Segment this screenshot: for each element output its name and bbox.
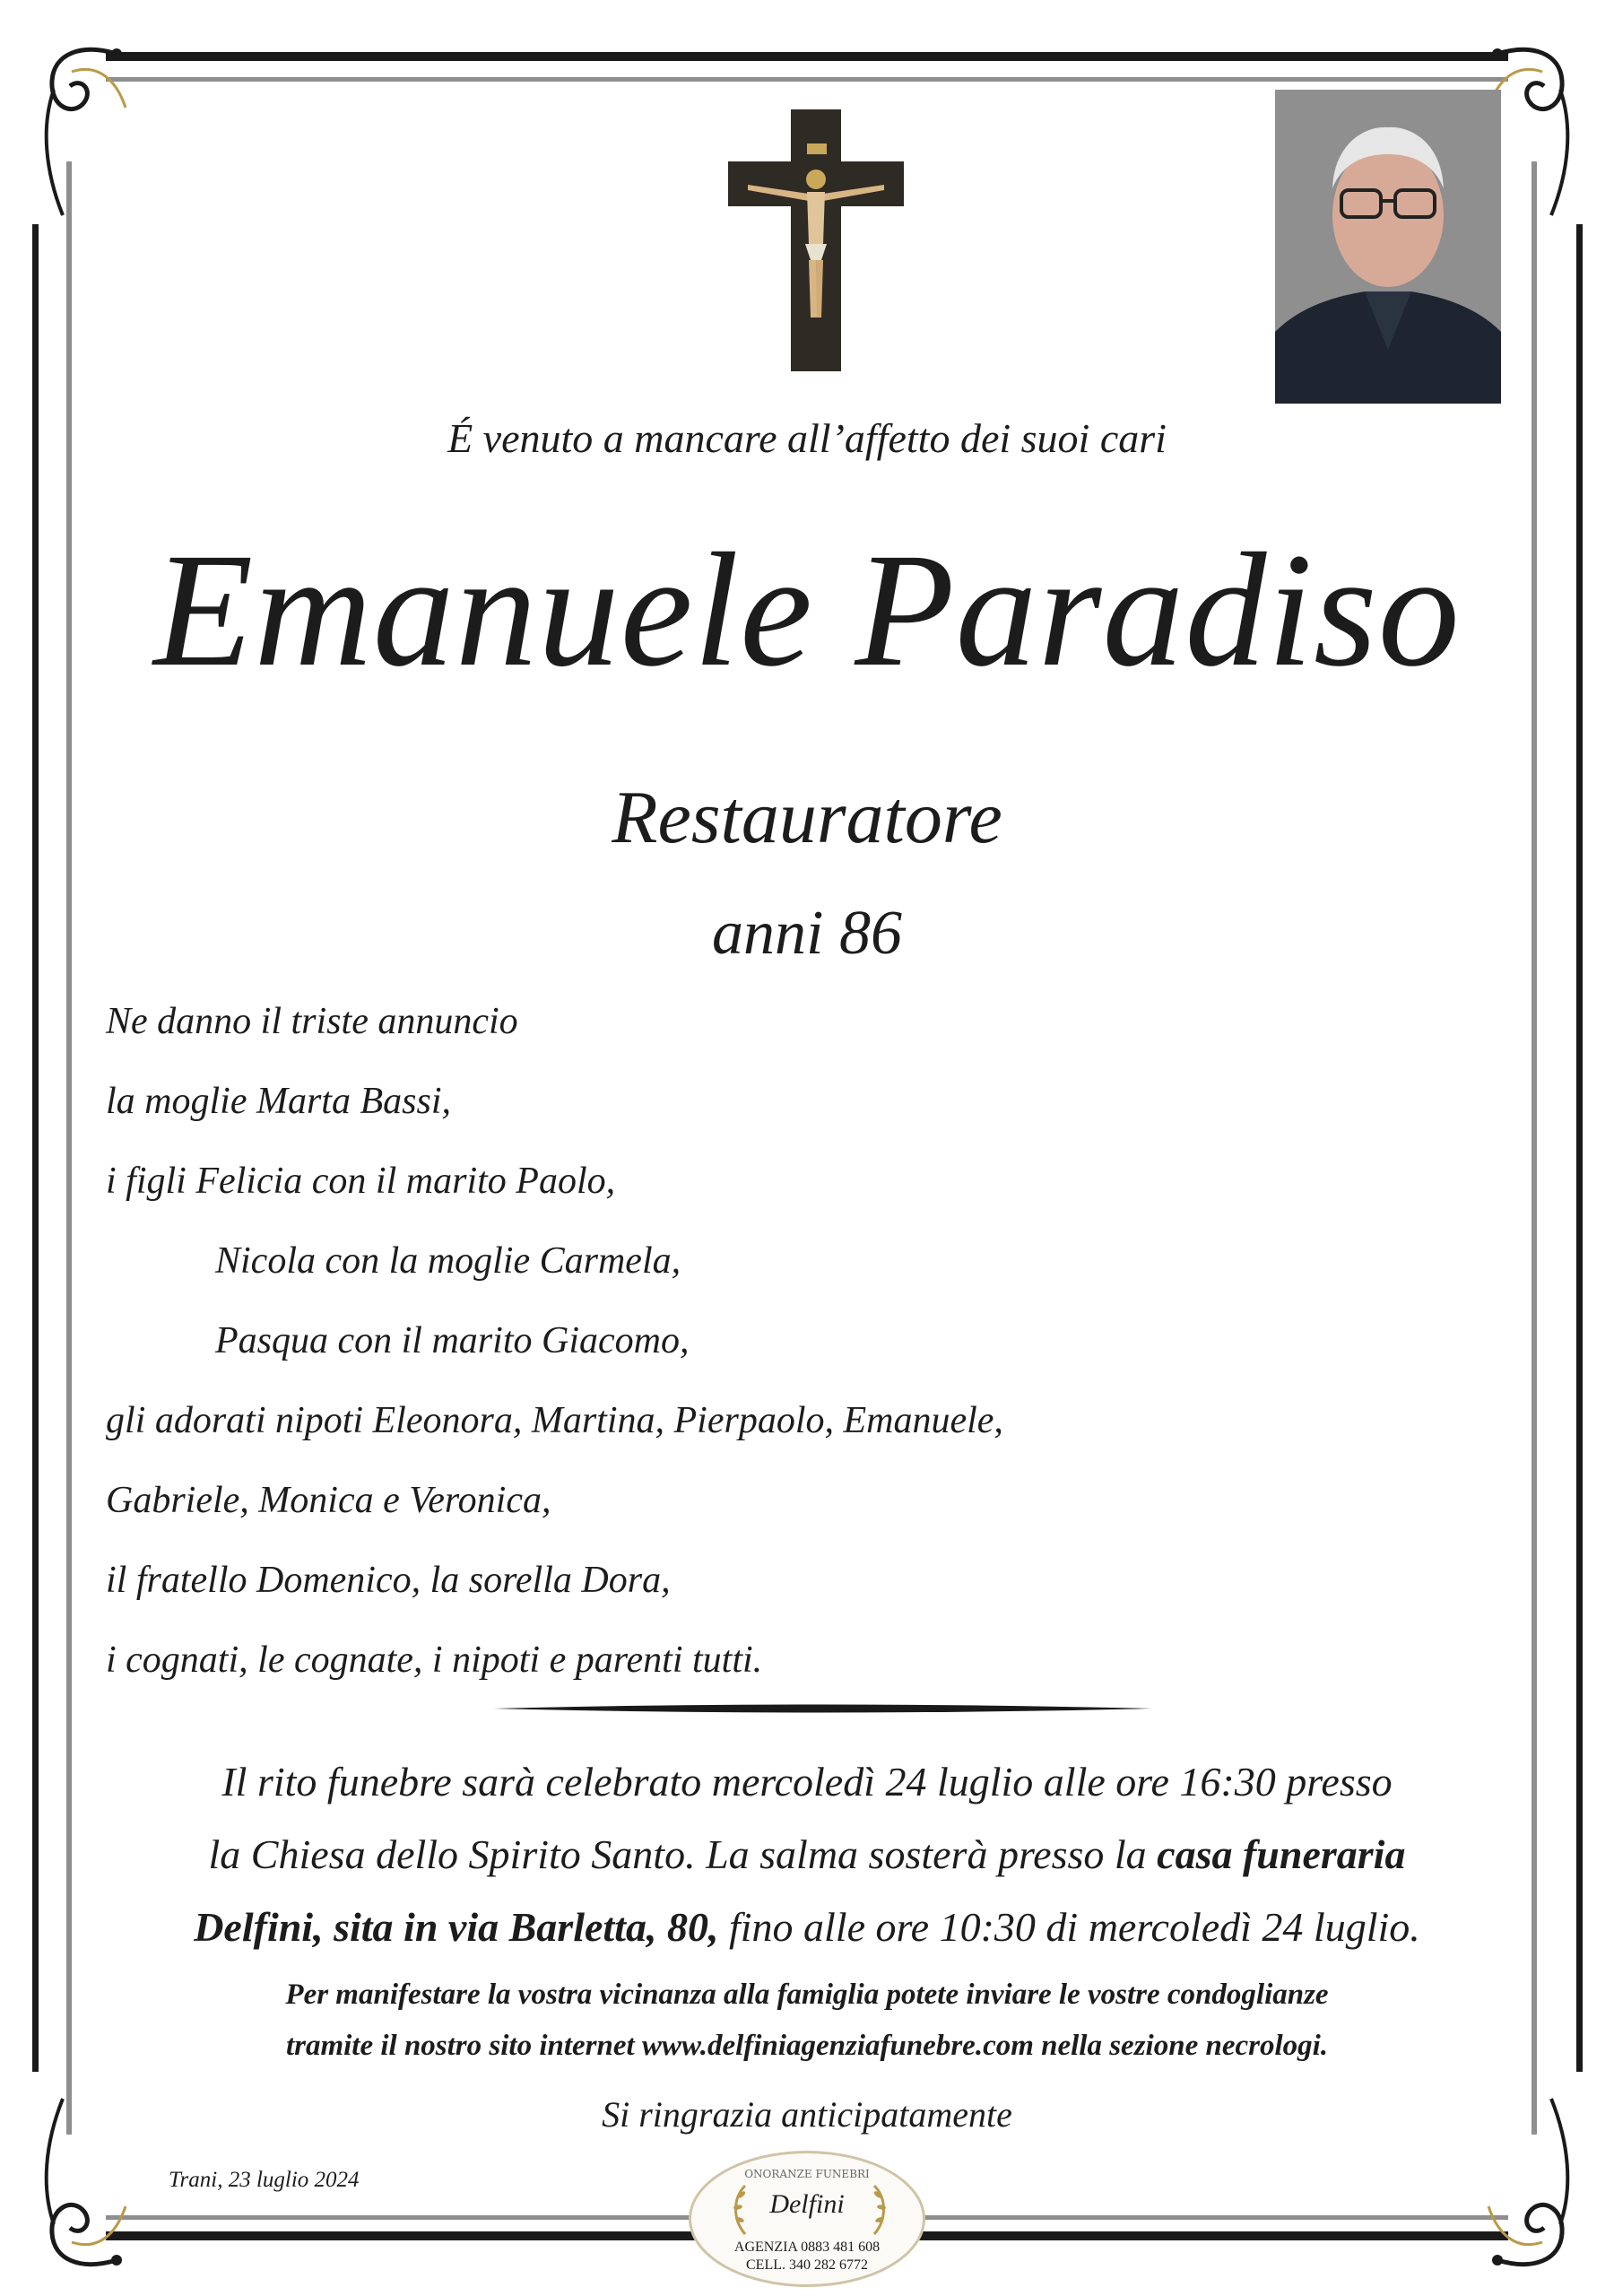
family-line: il fratello Domenico, la sorella Dora, <box>106 1560 671 1601</box>
logo-cell-phone: CELL. 340 282 6772 <box>746 2257 868 2273</box>
family-line: Ne danno il triste annuncio <box>106 1001 518 1042</box>
funeral-home-bold: casa funeraria <box>1157 1831 1406 1877</box>
family-line: i cognati, le cognate, i nipoti e parenti tutti. <box>106 1639 763 1681</box>
intro-text: É venuto a mancare all’affetto dei suoi cari <box>447 415 1167 461</box>
logo-agency-phone: AGENZIA 0883 481 608 <box>733 2239 881 2255</box>
frame-top-dark <box>106 52 1508 61</box>
rite-text: la Chiesa dello Spirito Santo. La salma sosterà presso la <box>208 1831 1158 1877</box>
family-line: i figli Felicia con il marito Paolo, <box>106 1161 616 1202</box>
logo-brand: Delfini <box>769 2189 845 2219</box>
frame-top-gray <box>106 77 1508 82</box>
portrait-image <box>1275 90 1501 404</box>
thanks-text: Si ringrazia anticipatamente <box>602 2094 1012 2135</box>
family-line: gli adorati nipoti Eleonora, Martina, Pierpaolo, Emanuele, <box>106 1400 1003 1441</box>
funeral-home-address-bold: Delfini, sita in via Barletta, 80, <box>194 1904 719 1950</box>
deceased-name: Emanuele Paradiso <box>153 520 1461 700</box>
family-line: Nicola con la moglie Carmela, <box>215 1240 681 1282</box>
rite-text: fino alle ore 10:30 di mercoledì 24 luglio. <box>718 1904 1420 1950</box>
deceased-photo <box>1275 90 1501 404</box>
condolence-note-line-1: Per manifestare la vostra vicinanza alla famiglia potete inviare le vostre condoglianze <box>285 1979 1329 2011</box>
age: anni 86 <box>712 899 902 968</box>
separator-line <box>493 1702 1151 1715</box>
rite-line-3 <box>0 1904 1614 1950</box>
family-line: Gabriele, Monica e Veronica, <box>106 1480 551 1521</box>
condolence-note-line-2: tramite il nostro sito internet www.delfiniagenziafunebre.com nella sezione necrologi. <box>285 2030 1329 2062</box>
corner-flourish-icon <box>18 36 134 224</box>
crucifix-icon <box>728 109 904 371</box>
rite-line-2 <box>0 1831 1614 1877</box>
place-date: Trani, 23 luglio 2024 <box>169 2168 360 2192</box>
rite-line-1: Il rito funebre sarà celebrato mercoledì 24 luglio alle ore 16:30 presso <box>221 1759 1393 1805</box>
family-line: la moglie Marta Bassi, <box>106 1081 451 1122</box>
profession: Restauratore <box>612 776 1002 859</box>
family-line: Pasqua con il marito Giacomo, <box>215 1320 690 1361</box>
funeral-home-logo <box>689 2151 925 2287</box>
logo-subtitle: ONORANZE FUNEBRI <box>744 2168 870 2180</box>
